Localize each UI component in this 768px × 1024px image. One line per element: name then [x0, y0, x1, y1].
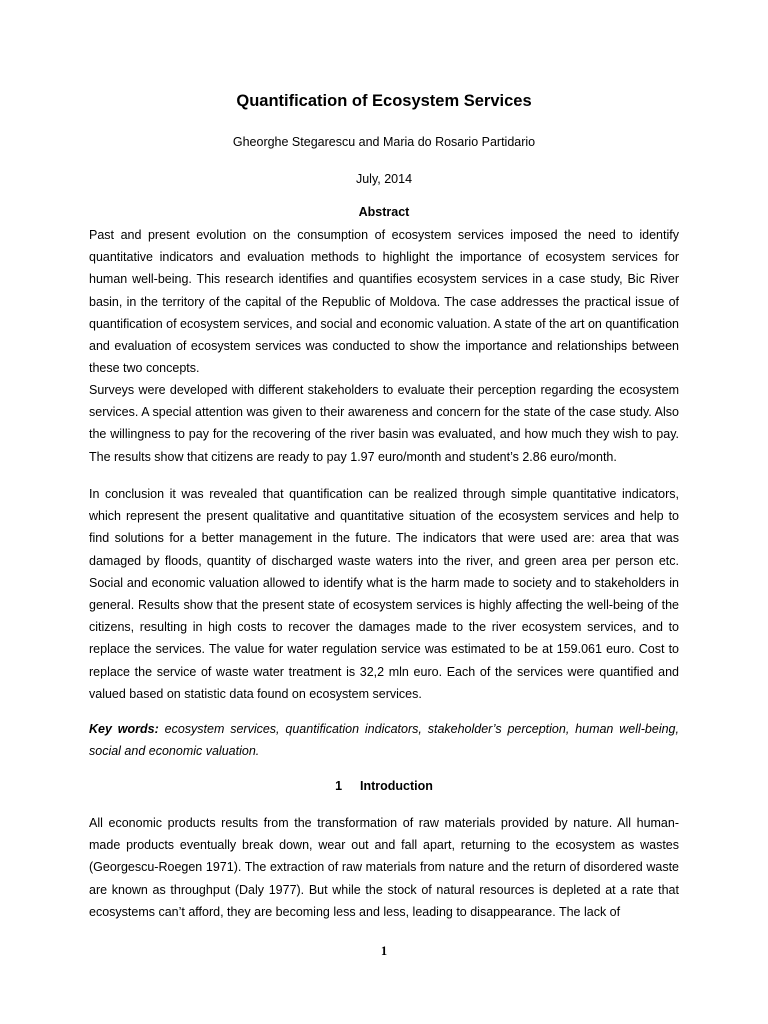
section-title: Introduction: [360, 779, 433, 793]
abstract-heading: Abstract: [358, 205, 410, 219]
keywords-paragraph: [89, 718, 679, 762]
keywords-label: Key words:: [89, 722, 159, 736]
abstract-paragraph-3: In conclusion it was revealed that quantification can be realized through simple quantitative indicators, which represent the present qualitative and quantitative situation of the ecosystem services and help to find solutions for a better management in the future. The indicators that were used are: area that was damaged by floods, quantity of discharged waste waters into the river, and green area per person etc. Social and economic valuation allowed to identify what is the harm made to society and to stakeholders in general. Results show that the present state of ecosystem services is highly affecting the well-being of the citizens, resulting in high costs to recover the damages made to the river ecosystem services, and to replace the services. The value for water regulation service was estimated to be at 159.061 euro. Cost to replace the service of waste water treatment is 32,2 mln euro. Each of the services were quantified and valued based on statistic data found on ecosystem services.: [89, 487, 679, 701]
introduction-paragraph: All economic products results from the transformation of raw materials provided by nature. All human-made products eventually break down, wear out and fall apart, returning to the ecosystem as wastes (Georgescu-Roegen 1971). The extraction of raw materials from nature and the return of disordered waste are known as throughput (Daly 1977). But while the stock of natural resources is depleted at a rate that ecosystems can’t afford, they are becoming less and less, leading to disappearance. The lack of: [89, 816, 679, 919]
paper-authors: Gheorghe Stegarescu and Maria do Rosario Partidario: [232, 135, 536, 149]
abstract-paragraph-2: Surveys were developed with different stakeholders to evaluate their perception regarding the ecosystem services. A special attention was given to their awareness and concern for the state of the case study. Also the willingness to pay for the recovering of the river basin was evaluated, and how much they wish to pay. The results show that citizens are ready to pay 1.97 euro/month and student’s 2.86 euro/month.: [89, 383, 679, 464]
section-heading-introduction: [0, 779, 768, 793]
page-number: 1: [380, 944, 388, 958]
keywords-text: ecosystem services, quantification indicators, stakeholder’s perception, human well-being, social and economic valuation.: [89, 722, 679, 759]
section-number: 1: [335, 779, 343, 793]
paper-title: Quantification of Ecosystem Services: [236, 92, 532, 110]
abstract-paragraph-1: Past and present evolution on the consumption of ecosystem services imposed the need to identify quantitative indicators and evaluation methods to highlight the importance of ecosystem services for human well-being. This research identifies and quantifies ecosystem services in a case study, Bic River basin, in the territory of the capital of the Republic of Moldova. The case addresses the practical issue of quantification of ecosystem services, and social and economic valuation. A state of the art on quantification and evaluation of ecosystem services was conducted to show the importance and relationships between these two concepts.: [89, 228, 679, 376]
paper-date: July, 2014: [355, 172, 413, 186]
